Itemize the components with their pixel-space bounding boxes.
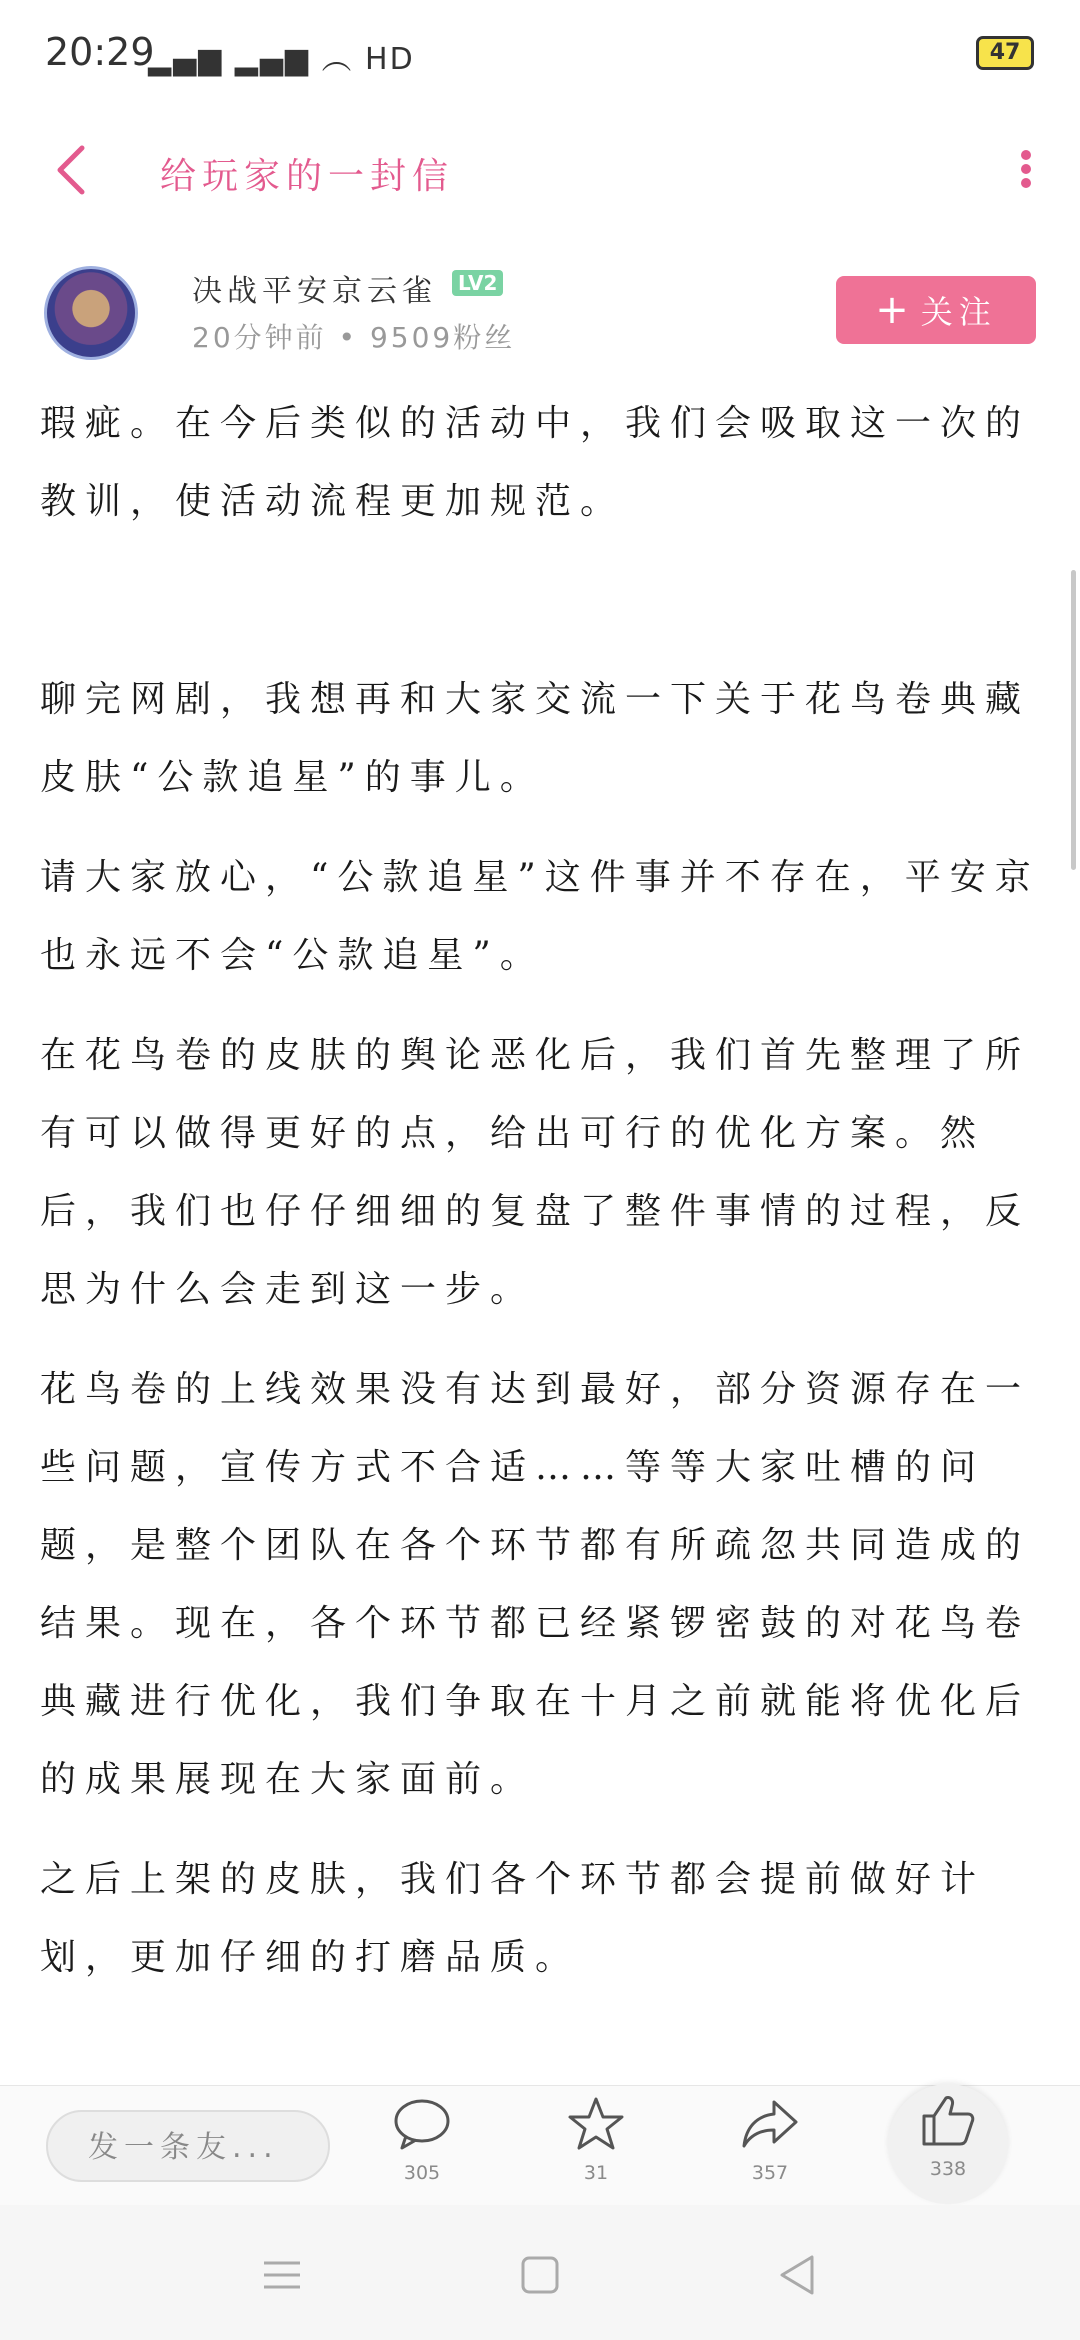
share-count: 357 xyxy=(751,2162,789,2184)
paragraph: 请大家放心，“公款追星”这件事并不存在，平安京也永远不会“公款追星”。 xyxy=(40,857,1040,976)
top-app-bar xyxy=(0,110,1080,230)
more-icon[interactable] xyxy=(1018,146,1034,196)
menu-icon[interactable] xyxy=(252,2245,312,2305)
network-label: HD xyxy=(365,42,415,77)
plus-icon: + xyxy=(875,287,915,333)
article-content xyxy=(40,385,1040,2085)
signal-icon: ▂▄▆ ▂▄▆ ︵ HD xyxy=(148,42,415,77)
paragraph: 花鸟卷的上线效果没有达到最好，部分资源存在一些问题，宣传方式不合适……等等大家吐槽的问题，是整个团队在各个环节都有所疏忽共同造成的结果。现在，各个环节都已经紧锣密鼓的对花鸟卷典藏进行优化，我们争取在十月之前就能将优化后的成果展现在大家面前。 xyxy=(40,1369,1031,1800)
favorite-count: 31 xyxy=(583,2162,609,2184)
share-icon xyxy=(740,2096,800,2152)
paragraph: 在花鸟卷的皮肤的舆论恶化后，我们首先整理了所有可以做得更好的点，给出可行的优化方案。然后，我们也仔仔细细的复盘了整件事情的过程，反思为什么会走到这一步。 xyxy=(40,1035,1031,1310)
level-badge: LV2 xyxy=(452,270,503,296)
system-nav-bar xyxy=(0,2205,1080,2340)
star-icon xyxy=(566,2096,626,2152)
comment-icon xyxy=(392,2096,452,2152)
author-row xyxy=(0,258,1080,368)
follow-label: 关注 xyxy=(920,293,997,331)
author-name[interactable]: 决战平安京云雀 xyxy=(192,274,437,309)
comment-count: 305 xyxy=(403,2162,441,2184)
home-icon[interactable] xyxy=(510,2245,570,2305)
favorite-button[interactable] xyxy=(546,2096,646,2196)
comment-input[interactable]: 发一条友... xyxy=(46,2110,330,2182)
page-title: 给玩家的一封信 xyxy=(160,156,455,197)
action-bar xyxy=(0,2085,1080,2206)
scrollbar[interactable] xyxy=(1071,570,1076,870)
comment-button[interactable] xyxy=(372,2096,472,2196)
thumbs-up-icon xyxy=(918,2092,978,2148)
avatar[interactable] xyxy=(44,266,138,360)
status-bar xyxy=(0,0,1080,110)
paragraph: 聊完网剧，我想再和大家交流一下关于花鸟卷典藏皮肤“公款追星”的事儿。 xyxy=(40,679,1031,798)
follow-button[interactable] xyxy=(836,276,1036,344)
author-meta: 20分钟前 • 9509粉丝 xyxy=(192,321,516,354)
paragraph: 之后上架的皮肤，我们各个环节都会提前做好计划，更加仔细的打磨品质。 xyxy=(40,1859,986,1978)
like-action[interactable] xyxy=(898,2092,998,2192)
like-button[interactable] xyxy=(888,2084,1008,2204)
paragraph: 瑕疵。在今后类似的活动中，我们会吸取这一次的教训，使活动流程更加规范。 xyxy=(40,403,1031,522)
battery-icon: 47 xyxy=(976,36,1034,70)
status-time: 20:29 xyxy=(45,30,155,74)
like-count: 338 xyxy=(929,2158,967,2180)
back-nav-icon[interactable] xyxy=(768,2245,828,2305)
share-button[interactable] xyxy=(720,2096,820,2196)
back-arrow-icon[interactable] xyxy=(52,140,92,200)
